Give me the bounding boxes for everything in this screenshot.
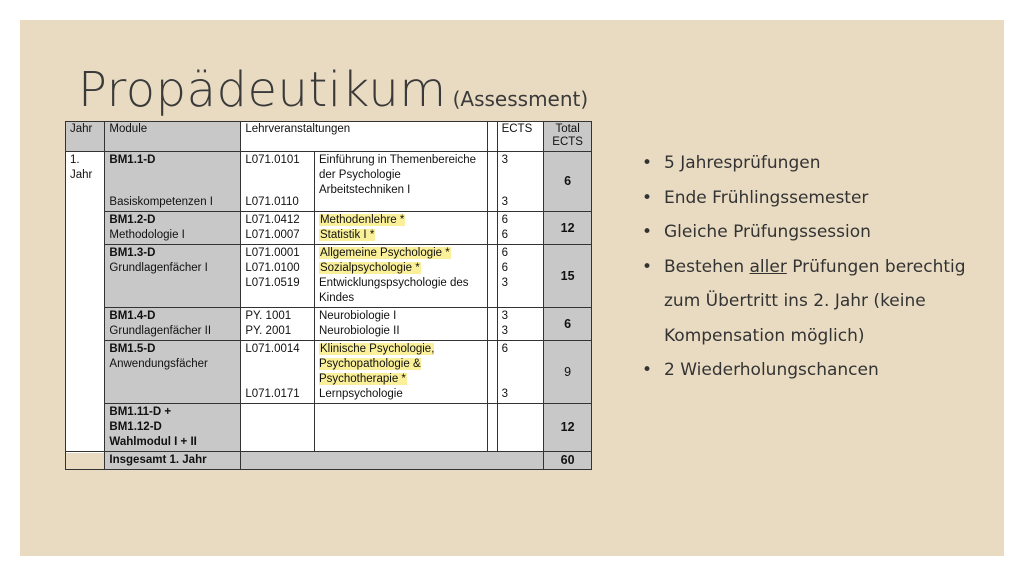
module-name: Basiskompetenzen I (109, 196, 213, 208)
total-label: Insgesamt 1. Jahr (105, 452, 241, 470)
list-item: • 2 Wiederholungschancen (642, 353, 972, 388)
module-table (65, 121, 592, 470)
lv-number: PY. 1001 (245, 310, 292, 322)
lv-number-cell (241, 152, 315, 212)
lv-number: L071.0412 (245, 214, 300, 226)
module-cell (105, 404, 241, 452)
module-code: BM1.1-D (109, 154, 156, 166)
list-item: • Bestehen aller Prüfungen berechtig zum Übertritt ins 2. Jahr (keine Kompensation möglich) (642, 250, 972, 354)
table-row (66, 152, 592, 212)
bullet-list (642, 146, 972, 388)
ects-value: 3 (501, 325, 508, 337)
spacer-cell (488, 308, 497, 341)
module-name: Grundlagenfächer II (109, 325, 212, 337)
table-row (66, 212, 592, 245)
lv-title: Sozialpsychologie * (319, 262, 420, 274)
header-jahr: Jahr (66, 122, 105, 152)
ects-value: 6 (501, 343, 508, 355)
lv-title: Klinische Psychologie, Psychopathologie & Psychotherapie * (318, 343, 435, 385)
table-row (66, 245, 592, 308)
table-row (66, 308, 592, 341)
spacer-cell (488, 152, 497, 212)
ects-value: 6 (501, 247, 508, 259)
total-ects: 12 (544, 404, 592, 452)
lv-number: L071.0007 (245, 229, 300, 241)
bullet-icon: • (642, 256, 653, 277)
module-code: BM1.2-D (109, 214, 156, 226)
lv-number: L071.0171 (245, 388, 300, 400)
ects-value: 6 (501, 262, 508, 274)
ects-cell (497, 212, 544, 245)
module-code: BM1.4-D (109, 310, 156, 322)
emphasis-underlined: aller (749, 256, 787, 277)
table-row (66, 341, 592, 404)
ects-cell (497, 245, 544, 308)
table-row (66, 404, 592, 452)
lv-title: Entwicklungspsychologie des Kindes (318, 277, 469, 304)
lv-title: Arbeitstechniken I (318, 184, 411, 196)
module-name: Grundlagenfächer I (109, 262, 208, 274)
ects-value: 3 (501, 196, 508, 208)
lv-number-cell (241, 245, 315, 308)
header-module: Module (105, 122, 241, 152)
total-ects: 15 (544, 245, 592, 308)
bullet-icon: • (642, 153, 653, 173)
spacer-cell (488, 212, 497, 245)
header-ects: ECTS (497, 122, 544, 152)
table-total-row (66, 452, 592, 470)
header-total: Total ECTS (544, 122, 592, 152)
lv-title: Methodenlehre * (319, 214, 405, 226)
ects-cell (497, 341, 544, 404)
lv-title-cell (314, 404, 487, 452)
ects-value: 3 (501, 154, 508, 166)
module-code: BM1.12-D (109, 421, 162, 433)
ects-cell (497, 152, 544, 212)
lv-title: Statistik I * (319, 229, 375, 241)
ects-value: 3 (501, 277, 508, 289)
list-item: • Gleiche Prüfungssession (642, 215, 972, 250)
module-code: BM1.5-D (109, 343, 156, 355)
ects-value: 6 (501, 229, 508, 241)
lv-title-cell (314, 341, 487, 404)
lv-title: Neurobiologie I (318, 310, 397, 322)
lv-number: L071.0014 (245, 343, 300, 355)
lv-title: Neurobiologie II (318, 325, 400, 337)
lv-number: L071.0101 (245, 154, 300, 166)
ects-cell (497, 308, 544, 341)
module-code: BM1.11-D + (109, 406, 172, 418)
lv-title-cell (314, 308, 487, 341)
bullet-icon: • (642, 222, 653, 242)
empty-cell (66, 452, 105, 470)
lv-number-cell (241, 404, 315, 452)
empty-cell (241, 452, 544, 470)
module-code: BM1.3-D (109, 247, 156, 259)
lv-title: Lernpsychologie (318, 388, 403, 400)
ects-value: 3 (501, 310, 508, 322)
lv-number: L071.0519 (245, 277, 300, 289)
slide-title (78, 62, 588, 118)
header-lehrveranstaltungen: Lehrveranstaltungen (241, 122, 488, 152)
total-ects: 6 (544, 308, 592, 341)
module-name: Anwendungsfächer (109, 358, 208, 370)
module-cell (105, 308, 241, 341)
total-ects: 12 (544, 212, 592, 245)
module-cell (105, 341, 241, 404)
lv-number-cell (241, 308, 315, 341)
title-main: Propädeutikum (78, 62, 447, 118)
lv-number: L071.0110 (245, 196, 299, 208)
spacer-cell (488, 245, 497, 308)
list-item: • 5 Jahresprüfungen (642, 146, 972, 181)
spacer-cell (488, 341, 497, 404)
lv-title: Allgemeine Psychologie * (319, 247, 450, 259)
total-ects: 9 (544, 341, 592, 404)
table-header-row (66, 122, 592, 152)
spacer-cell (488, 404, 497, 452)
list-item: • Ende Frühlingssemester (642, 181, 972, 216)
ects-value: 6 (501, 214, 508, 226)
ects-value: 3 (501, 388, 508, 400)
year-cell: 1. Jahr (66, 152, 105, 452)
bullet-icon: • (642, 187, 653, 208)
bullet-icon: • (642, 360, 653, 380)
module-cell (105, 212, 241, 245)
lv-number: PY. 2001 (245, 325, 292, 337)
lv-number: L071.0001 (245, 247, 300, 259)
module-cell (105, 152, 241, 212)
grand-total: 60 (544, 452, 592, 470)
lv-number-cell (241, 341, 315, 404)
lv-number: L071.0100 (245, 262, 300, 274)
lv-title: Einführung in Themenbereiche der Psychologie (318, 154, 477, 181)
module-cell (105, 245, 241, 308)
header-spacer (488, 122, 497, 152)
lv-title-cell (314, 212, 487, 245)
ects-cell (497, 404, 544, 452)
module-table-image (65, 121, 592, 467)
total-ects: 6 (544, 152, 592, 212)
lv-number-cell (241, 212, 315, 245)
title-subtitle: (Assessment) (452, 87, 589, 111)
module-name: Wahlmodul I + II (109, 436, 197, 448)
module-name: Methodologie I (109, 229, 185, 241)
lv-title-cell (314, 245, 487, 308)
lv-title-cell (314, 152, 487, 212)
